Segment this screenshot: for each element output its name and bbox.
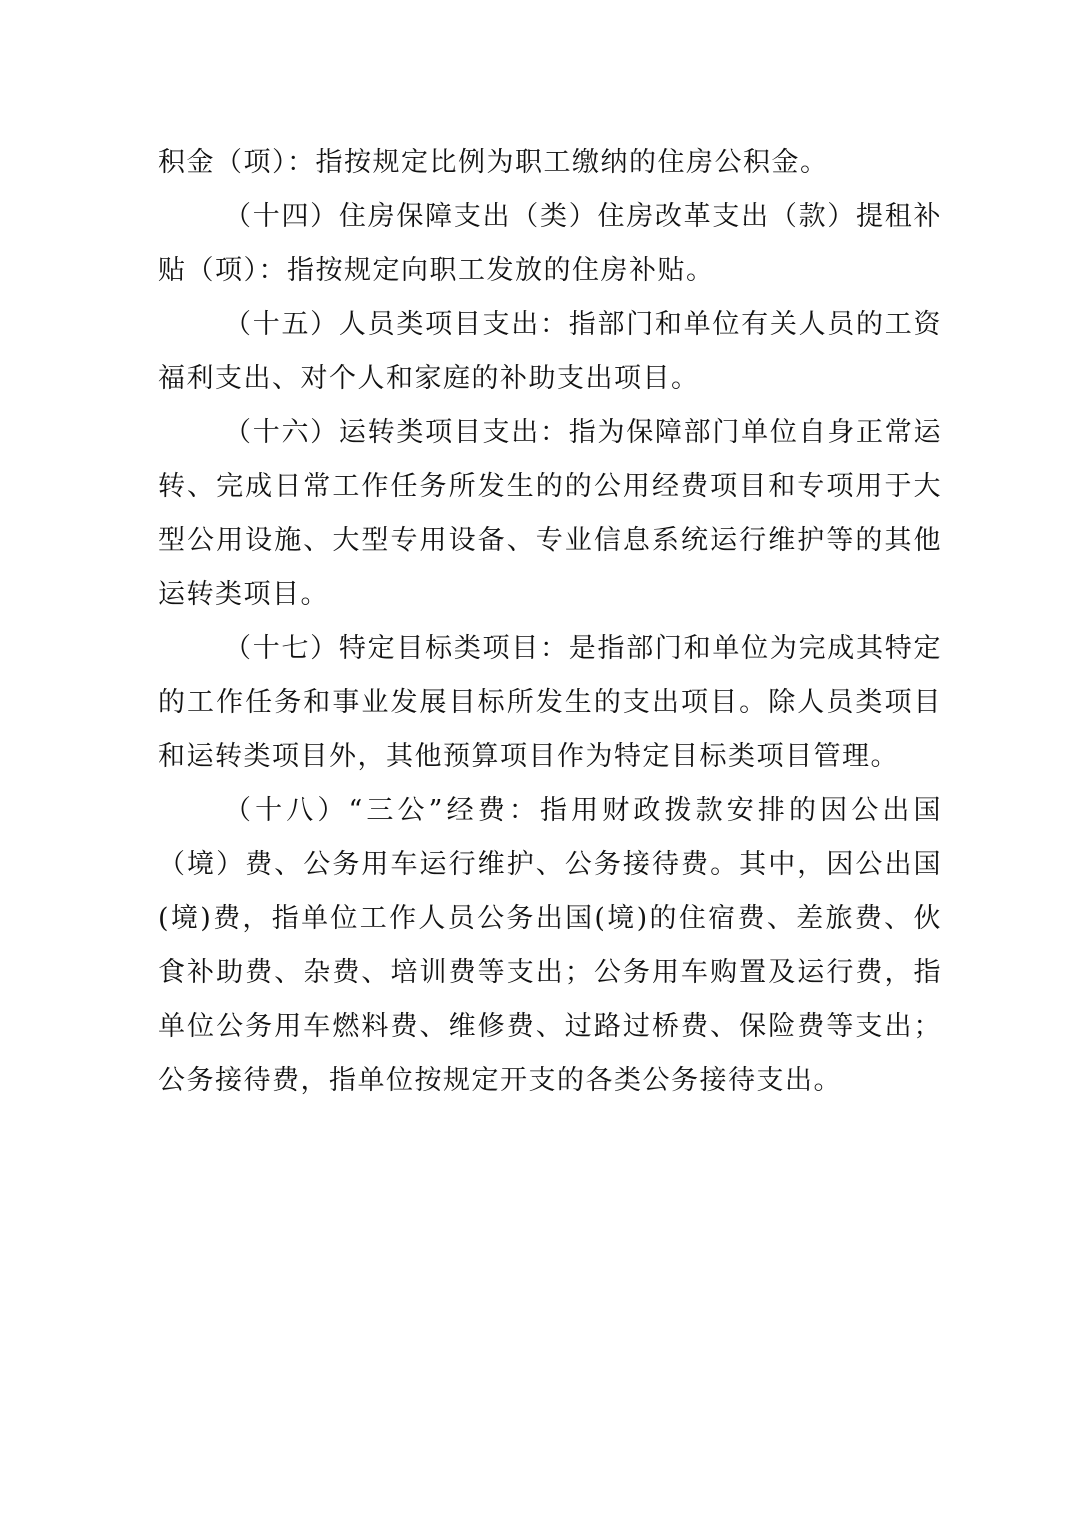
paragraph-14-housing-subsidy: （十四）住房保障支出（类）住房改革支出（款）提租补贴（项）：指按规定向职工发放的住房补贴。 [158,201,942,286]
paragraph-16-operation-projects: （十六）运转类项目支出：指为保障部门单位自身正常运转、完成日常工作任务所发生的的公用经费项目和专项用于大型公用设施、大型专用设备、专业信息系统运行维护等的其他运转类项目。 [158,417,942,610]
paragraph-15-personnel-projects: （十五）人员类项目支出：指部门和单位有关人员的工资福利支出、对个人和家庭的补助支出项目。 [158,309,942,394]
document-body [158,136,942,1108]
paragraph-housing-fund: 积金（项）：指按规定比例为职工缴纳的住房公积金。 [158,147,829,178]
paragraph-18-three-public-expenses: （十八）“三公”经费：指用财政拨款安排的因公出国（境）费、公务用车运行维护、公务接待费。其中，因公出国(境)费，指单位工作人员公务出国(境)的住宿费、差旅费、伙食补助费、杂费、培训费等支出；公务用车购置及运行费，指单位公务用车燃料费、维修费、过路过桥费、保险费等支出；公务接待费，指单位按规定开支的各类公务接待支出。 [158,795,942,1096]
paragraph-17-specific-target-projects: （十七）特定目标类项目：是指部门和单位为完成其特定的工作任务和事业发展目标所发生的支出项目。除人员类项目和运转类项目外，其他预算项目作为特定目标类项目管理。 [158,633,942,772]
